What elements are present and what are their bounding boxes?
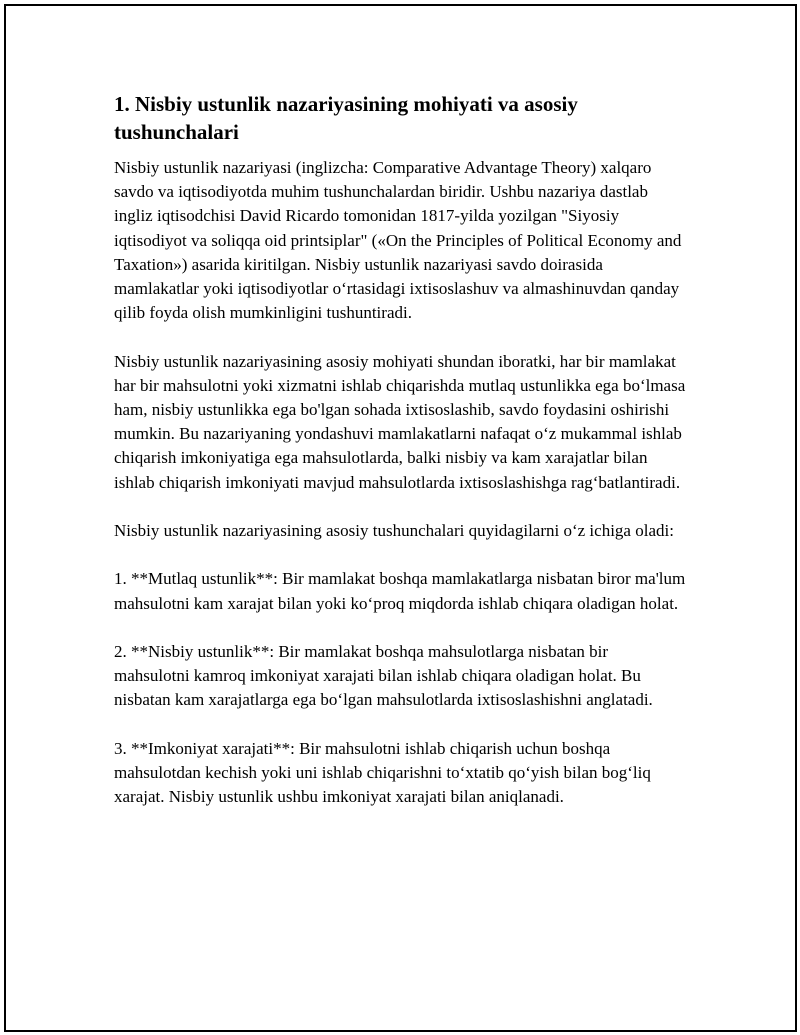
list-item-opportunity-cost: 3. **Imkoniyat xarajati**: Bir mahsulotni ishlab chiqarish uchun boshqa mahsulotdan kechish yoki uni ishlab chiqarishni toʻxtatib qoʻyish bilan bogʻliq xarajat. Nisbiy ustunlik ushbu imkoniyat xarajati bilan aniqlanadi.: [114, 738, 651, 807]
paragraph-intro: Nisbiy ustunlik nazariyasi (inglizcha: Comparative Advantage Theory) xalqaro savdo va iqtisodiyotda muhim tushunchalardan biridir. Ushbu nazariya dastlab ingliz iqtisodchisi David Ricardo tomonidan 1817-yilda yozilgan "Siyosiy iqtisodiyot va soliqqa oid printsiplar" («On the Principles of Political Economy and Taxation») asarida kiritilgan. Nisbiy ustunlik nazariyasi savdo doirasida mamlakatlar yoki iqtisodiyotlar oʻrtasidagi ixtisoslashuv va almashinuvdan qanday qilib foyda olish mumkinligini tushuntiradi.: [114, 158, 682, 323]
list-item-comparative-advantage: 2. **Nisbiy ustunlik**: Bir mamlakat boshqa mahsulotlarga nisbatan bir mahsulotni kamroq imkoniyat xarajati bilan ishlab chiqara oladigan holat. Bu nisbatan kam xarajatlarga ega boʻlgan mahsulotlarda ixtisoslashishni anglatadi.: [114, 642, 653, 710]
page-title: 1. Nisbiy ustunlik nazariyasining mohiyati va asosiy tushunchalari: [114, 92, 578, 144]
list-item-absolute-advantage: 1. **Mutlaq ustunlik**: Bir mamlakat boshqa mamlakatlarga nisbatan biror ma'lum mahsulotni kam xarajat bilan yoki koʻproq miqdorda ishlab chiqara oladigan holat.: [114, 569, 686, 613]
document-body: [114, 90, 686, 809]
paragraph-concepts-intro: Nisbiy ustunlik nazariyasining asosiy tushunchalari quyidagilarni oʻz ichiga oladi:: [114, 521, 674, 541]
paragraph-essence: Nisbiy ustunlik nazariyasining asosiy mohiyati shundan iboratki, har bir mamlakat har bir mahsulotni yoki xizmatni ishlab chiqarishda mutlaq ustunlikka ega boʻlmasa ham, nisbiy ustunlikka ega bo'lgan sohada ixtisoslashib, savdo foydasini oshirishi mumkin. Bu nazariyaning yondashuvi mamlakatlarni nafaqat oʻz mukammal ishlab chiqarish imkoniyatiga ega mahsulotlarda, balki nisbiy va kam xarajatlar bilan ishlab chiqarish imkoniyati mavjud mahsulotlarda ixtisoslashishga ragʻbatlantiradi.: [114, 351, 686, 492]
